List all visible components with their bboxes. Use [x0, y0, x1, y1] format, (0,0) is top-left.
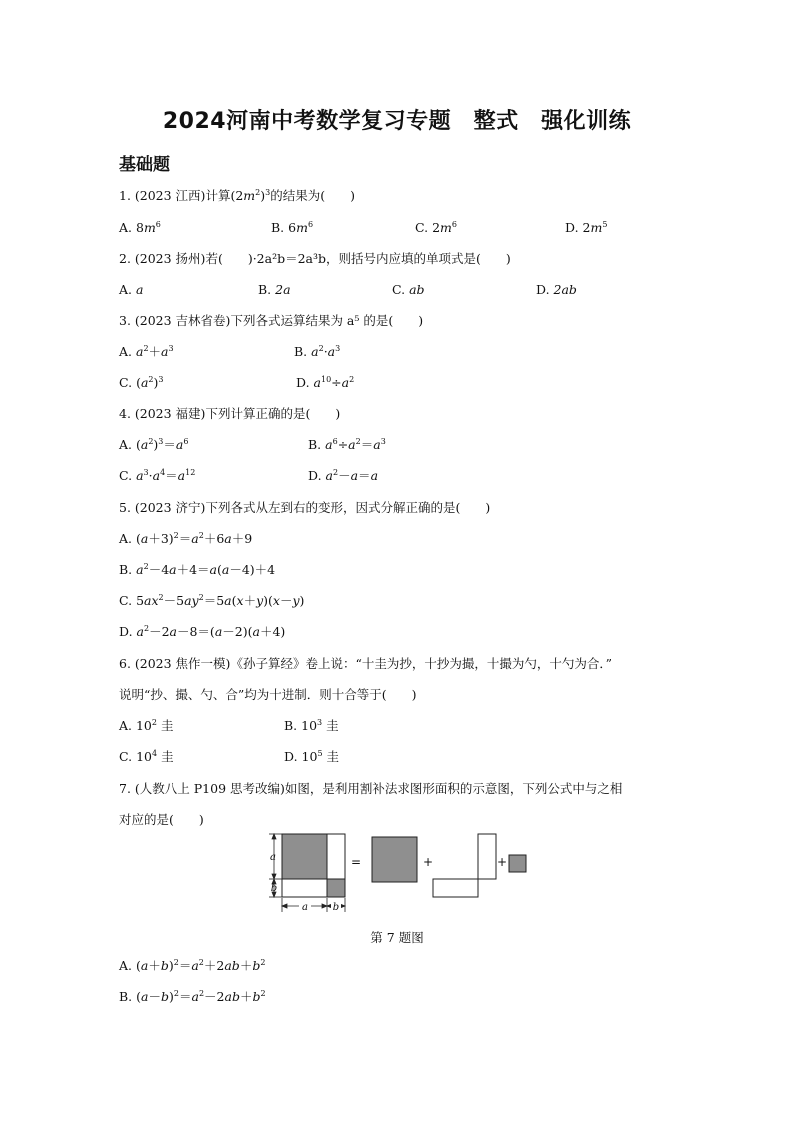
- q4-option-c: C. $a^3\cdot a^4=a^{12}$: [119, 468, 196, 483]
- fig-label-a-vertical: a: [270, 852, 276, 863]
- q3-option-b: B. $a^2\cdot a^3$: [294, 344, 341, 359]
- question-3-stem: 3. (2023 吉林省卷)下列各式运算结果为 a⁵ 的是( ): [119, 313, 424, 328]
- question-7-stem-line1: 7. (人教八上 P109 思考改编)如图，是利用割补法求图形面积的示意图，下列公式中与之相: [119, 781, 623, 796]
- q1-option-c: C. $2m^6$: [415, 220, 457, 235]
- q1-option-a: A. $8m^6$: [119, 220, 161, 235]
- question-7-figure: [266, 830, 536, 918]
- q6-option-a: A. $10^2$ 圭: [119, 718, 174, 733]
- question-6-stem-line2: 说明“抄、撮、勺、合”均为十进制．则十合等于( ): [119, 687, 417, 702]
- q6-option-b: B. $10^3$ 圭: [284, 718, 339, 733]
- fig-label-b-vertical: b: [270, 883, 278, 894]
- q7-option-b: B. $(a-b)^2=a^2-2ab+b^2$: [119, 989, 266, 1004]
- question-5-stem: 5. (2023 济宁)下列各式从左到右的变形，因式分解正确的是( ): [119, 500, 491, 515]
- q1-option-d: D. $2m^5$: [565, 220, 608, 235]
- fig-a-square: [282, 834, 327, 879]
- q3-option-c: C. $(a^2)^3$: [119, 375, 164, 390]
- q3-option-d: D. $a^{10}\div a^2$: [296, 375, 355, 390]
- q5-option-d: D. $a^2-2a-8=(a-2)(a+4)$: [119, 624, 286, 639]
- q2-option-b: B. 2a: [258, 282, 291, 297]
- fig-result-b-square: [509, 855, 526, 872]
- question-7-stem-line2: 对应的是( ): [119, 812, 204, 827]
- fig-result-vertical-rect: [478, 834, 496, 879]
- fig-big-square: [282, 834, 345, 897]
- q4-option-d: D. $a^2-a=a$: [308, 468, 379, 483]
- q1-option-b: B. $6m^6$: [271, 220, 314, 235]
- page-title: 2024河南中考数学复习专题 整式 强化训练: [162, 109, 632, 134]
- q5-option-c: C. $5ax^2-5ay^2=5a(x+y)(x-y)$: [119, 593, 305, 608]
- q2-option-c: C. ab: [392, 282, 425, 297]
- question-2-stem: 2. (2023 扬州)若( )·2a²b＝2a³b，则括号内应填的单项式是( ): [119, 251, 511, 266]
- fig-plus-sign-1: +: [422, 855, 434, 869]
- question-1-stem: 1. (2023 江西)计算$(2m^2)^3$的结果为( ): [119, 188, 355, 203]
- fig-equals-sign: =: [350, 855, 362, 869]
- q2-option-a: A. a: [119, 282, 144, 297]
- q3-option-a: A. $a^2+a^3$: [119, 344, 174, 359]
- question-4-stem: 4. (2023 福建)下列计算正确的是( ): [119, 406, 341, 421]
- fig-b-square: [327, 879, 345, 897]
- q5-option-a: A. $(a+3)^2=a^2+6a+9$: [119, 531, 253, 546]
- section-heading: 基础题: [119, 155, 170, 175]
- fig-label-b-horizontal: b: [332, 902, 340, 913]
- fig-plus-sign-2: +: [496, 855, 508, 869]
- fig-result-a-square: [372, 837, 417, 882]
- question-6-stem-line1: 6. (2023 焦作一模)《孙子算经》卷上说：“十圭为抄，十抄为撮，十撮为勺，十勺为合．”: [119, 656, 612, 671]
- q2-option-d: D. 2ab: [536, 282, 577, 297]
- q7-option-a: A. $(a+b)^2=a^2+2ab+b^2$: [119, 958, 266, 973]
- fig-label-a-horizontal: a: [302, 902, 308, 913]
- q4-option-b: B. $a^6\div a^2=a^3$: [308, 437, 386, 452]
- fig-result-horizontal-rect: [433, 879, 478, 897]
- q4-option-a: A. $(a^2)^3=a^6$: [119, 437, 189, 452]
- q5-option-b: B. $a^2-4a+4=a(a-4)+4$: [119, 562, 276, 577]
- figure-7-caption: 第 7 题图: [370, 930, 424, 945]
- q6-option-c: C. $10^4$ 圭: [119, 749, 174, 764]
- q6-option-d: D. $10^5$ 圭: [284, 749, 340, 764]
